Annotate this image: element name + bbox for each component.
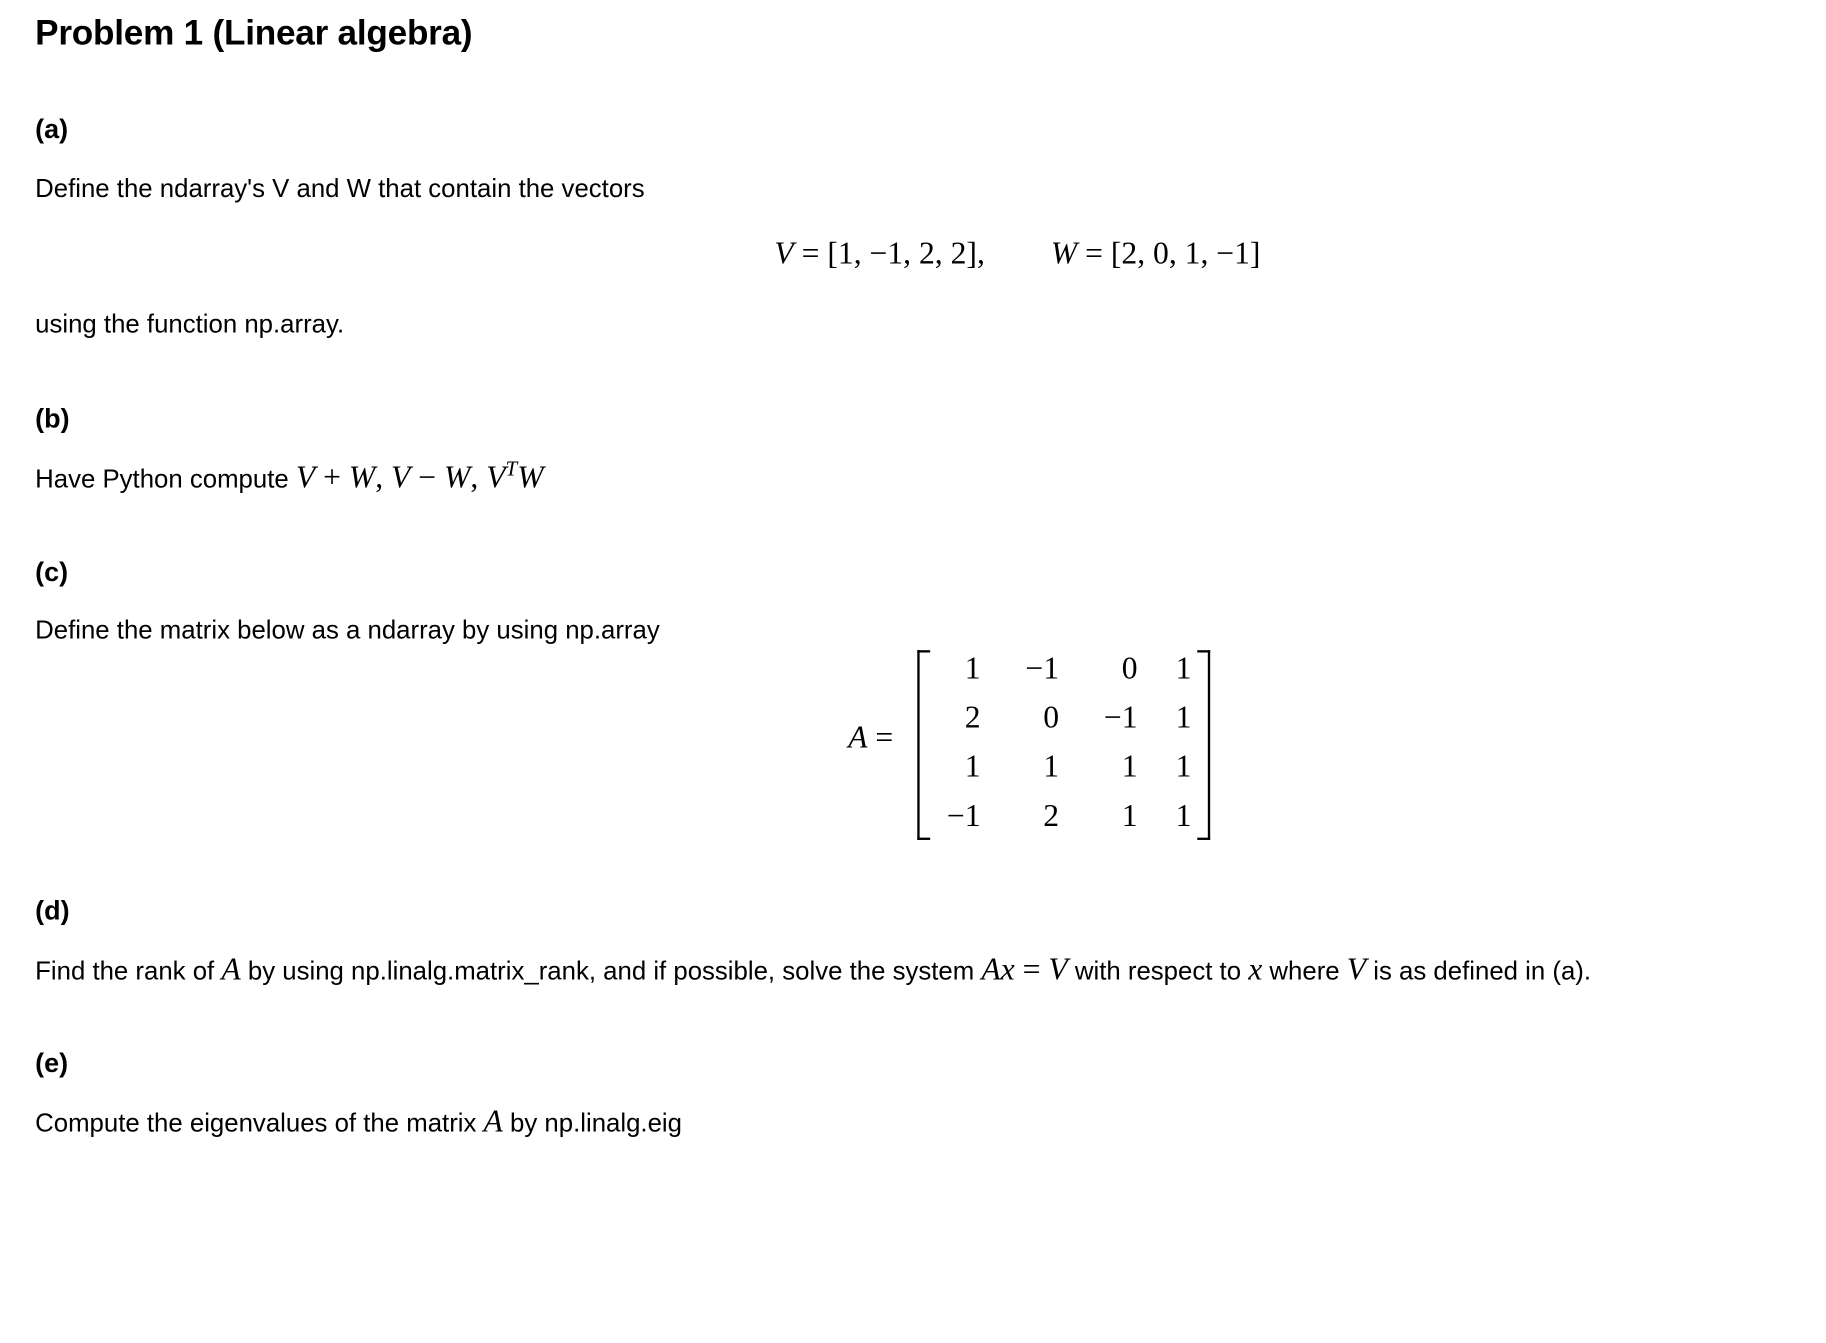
part-c-label: (c) — [35, 556, 69, 587]
var-x: x — [1000, 951, 1015, 987]
vector-w-equation — [1051, 235, 1261, 271]
var-x: x — [1248, 951, 1263, 987]
matrix-cell: 0 — [1043, 699, 1060, 735]
part-b-prefix: Have Python compute — [35, 463, 296, 494]
expr-sep: , — [375, 459, 392, 495]
matrix-cell: 1 — [1043, 748, 1060, 784]
matrix-right-bracket — [1197, 650, 1210, 840]
var-w: W — [1050, 235, 1078, 271]
matrix-left-bracket — [917, 650, 930, 840]
part-b-text — [35, 456, 544, 495]
part-e-text-2: by np.linalg.eig — [502, 1108, 682, 1138]
part-a-label: (a) — [35, 113, 69, 145]
matrix-cell: 1 — [1175, 797, 1192, 833]
part-a-text: Define the ndarray's V and W that contain the vectors — [35, 173, 645, 203]
var-v: V — [1048, 951, 1068, 987]
matrix-a-label — [848, 719, 893, 755]
matrix-a — [914, 650, 1214, 837]
var-a: A — [981, 951, 1001, 987]
var-v: V — [774, 235, 794, 271]
matrix-cell: 1 — [964, 748, 981, 784]
expr-minus: − — [410, 459, 445, 495]
vector-v-value: = [1, −1, 2, 2], — [793, 235, 985, 271]
part-d-text-5: is as defined in (a). — [1366, 955, 1592, 986]
part-d-label: (d) — [35, 895, 70, 926]
matrix-cell: 1 — [1175, 650, 1192, 686]
expr-sep: , — [470, 459, 487, 495]
part-d-text-4: where — [1262, 955, 1347, 986]
matrix-cell: 1 — [1121, 748, 1138, 784]
page-title: Problem 1 (Linear algebra) — [35, 14, 473, 53]
system-equation — [981, 951, 1067, 986]
part-d-text-2: by using np.linalg.matrix_rank, and if possible, solve the system — [240, 955, 982, 986]
part-d-text-3: with respect to — [1067, 955, 1249, 986]
matrix-cell: 2 — [1043, 797, 1060, 833]
expr-plus: + — [315, 459, 349, 495]
part-a-text-2: using the function np.array. — [35, 309, 345, 339]
var-a: A — [483, 1103, 503, 1139]
part-b-label: (b) — [35, 402, 70, 434]
matrix-cell: 1 — [1175, 699, 1192, 735]
matrix-cell: 1 — [1175, 748, 1192, 784]
matrix-cell: −1 — [1025, 650, 1060, 686]
expr-transpose: T — [505, 456, 518, 481]
equals-sign: = — [1014, 951, 1049, 987]
vector-w-value: = [2, 0, 1, −1] — [1077, 235, 1261, 271]
matrix-equals: = — [867, 719, 894, 755]
vector-v-equation — [774, 235, 985, 271]
matrix-cell: −1 — [946, 797, 981, 833]
expr-v: V — [295, 459, 316, 495]
matrix-cell: −1 — [1103, 699, 1138, 735]
matrix-cell: 1 — [1121, 797, 1138, 833]
expr-w: W — [348, 459, 376, 495]
part-e-label: (e) — [35, 1047, 69, 1078]
part-c-text: Define the matrix below as a ndarray by using np.array — [35, 615, 660, 645]
matrix-cell: 2 — [964, 699, 981, 735]
part-d-text-1: Find the rank of — [35, 955, 222, 986]
matrix-cell: 1 — [964, 650, 981, 686]
var-v: V — [1346, 951, 1367, 987]
part-e-text-1: Compute the eigenvalues of the matrix — [35, 1108, 484, 1138]
expr-w: W — [517, 459, 544, 495]
matrix-cell: 0 — [1121, 650, 1138, 686]
var-a: A — [221, 951, 241, 987]
expr-w: W — [444, 459, 471, 495]
part-d-text — [35, 951, 1591, 987]
expr-v: V — [486, 459, 506, 495]
expr-v: V — [391, 459, 411, 495]
part-b-expression — [295, 456, 544, 495]
part-e-text — [35, 1104, 682, 1140]
matrix-name: A — [848, 719, 868, 755]
